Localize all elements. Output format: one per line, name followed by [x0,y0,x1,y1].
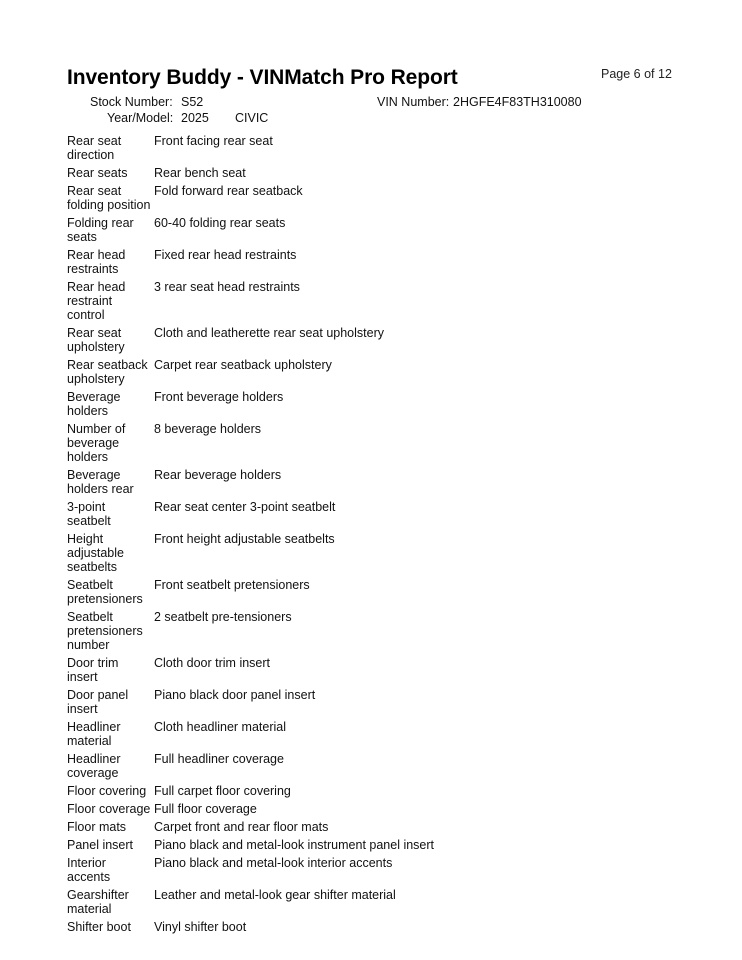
spec-value: 60-40 folding rear seats [154,216,286,230]
spec-label: Beverage holders [67,390,121,418]
spec-value: Rear beverage holders [154,468,282,482]
spec-label: Seatbelt pretensioners number [67,610,143,652]
spec-label: Door trim insert [67,656,119,684]
spec-row [67,468,627,500]
spec-value: Piano black and metal-look instrument panel insert [154,838,435,852]
year-model-label: Year/Model: [107,111,174,125]
spec-label: Rear seats [67,166,128,180]
spec-row [67,688,627,720]
spec-value: Piano black and metal-look interior accents [154,856,393,870]
spec-value: Full carpet floor covering [154,784,291,798]
spec-value: Full floor coverage [154,802,257,816]
spec-row [67,358,627,390]
spec-label: Shifter boot [67,920,131,934]
spec-value: Leather and metal-look gear shifter material [154,888,396,902]
spec-list [67,134,627,938]
report-title: Inventory Buddy - VINMatch Pro Report [67,66,458,89]
spec-row [67,856,627,888]
spec-value: Full headliner coverage [154,752,284,766]
spec-value: 8 beverage holders [154,422,262,436]
spec-value: Carpet front and rear floor mats [154,820,329,834]
spec-row [67,656,627,688]
spec-row [67,500,627,532]
spec-label: Floor coverage [67,802,151,816]
spec-row [67,720,627,752]
spec-row [67,216,627,248]
spec-value: Cloth and leatherette rear seat upholstery [154,326,384,340]
vin-number-value: 2HGFE4F83TH310080 [453,95,582,109]
spec-label: Door panel insert [67,688,129,716]
spec-label: Seatbelt pretensioners [67,578,143,606]
spec-value: Cloth door trim insert [154,656,271,670]
spec-label: Rear seat direction [67,134,122,162]
spec-value: Front height adjustable seatbelts [154,532,335,546]
spec-label: Rear head restraint control [67,280,126,322]
spec-value: 3 rear seat head restraints [154,280,300,294]
spec-row [67,802,627,820]
year-value: 2025 [181,111,209,125]
model-value: CIVIC [235,111,269,125]
spec-label: Headliner material [67,720,121,748]
spec-row [67,920,627,938]
spec-row [67,166,627,184]
spec-value: Cloth headliner material [154,720,287,734]
spec-value: Front seatbelt pretensioners [154,578,310,592]
page-indicator: Page 6 of 12 [601,67,672,81]
spec-value: Rear seat center 3-point seatbelt [154,500,336,514]
spec-label: Number of beverage holders [67,422,126,464]
vin-number-label: VIN Number: [377,95,450,109]
spec-value: Carpet rear seatback upholstery [154,358,332,372]
spec-value: Front beverage holders [154,390,284,404]
spec-row [67,888,627,920]
spec-row [67,532,627,578]
spec-row [67,280,627,326]
spec-label: Interior accents [67,856,111,884]
spec-label: Floor mats [67,820,127,834]
spec-row [67,578,627,610]
spec-label: Headliner coverage [67,752,121,780]
spec-label: Rear seat upholstery [67,326,125,354]
spec-row [67,184,627,216]
spec-label: Rear seatback upholstery [67,358,148,386]
spec-value: Fixed rear head restraints [154,248,297,262]
spec-row [67,248,627,280]
spec-value: Fold forward rear seatback [154,184,303,198]
spec-value: 2 seatbelt pre-tensioners [154,610,292,624]
spec-row [67,422,627,468]
spec-row [67,326,627,358]
spec-value: Piano black door panel insert [154,688,316,702]
spec-label: Gearshifter material [67,888,129,916]
spec-label: Beverage holders rear [67,468,134,496]
spec-label: 3-point seatbelt [67,500,111,528]
spec-label: Height adjustable seatbelts [67,532,124,574]
stock-number-label: Stock Number: [90,95,173,109]
spec-label: Rear seat folding position [67,184,151,212]
spec-label: Rear head restraints [67,248,126,276]
spec-label: Folding rear seats [67,216,134,244]
spec-row [67,820,627,838]
spec-value: Front facing rear seat [154,134,273,148]
spec-value: Rear bench seat [154,166,246,180]
spec-row [67,134,627,166]
spec-row [67,784,627,802]
spec-label: Panel insert [67,838,134,852]
spec-value: Vinyl shifter boot [154,920,247,934]
spec-row [67,610,627,656]
spec-row [67,838,627,856]
spec-row [67,390,627,422]
spec-row [67,752,627,784]
spec-label: Floor covering [67,784,147,798]
stock-number-value: S52 [181,95,204,109]
